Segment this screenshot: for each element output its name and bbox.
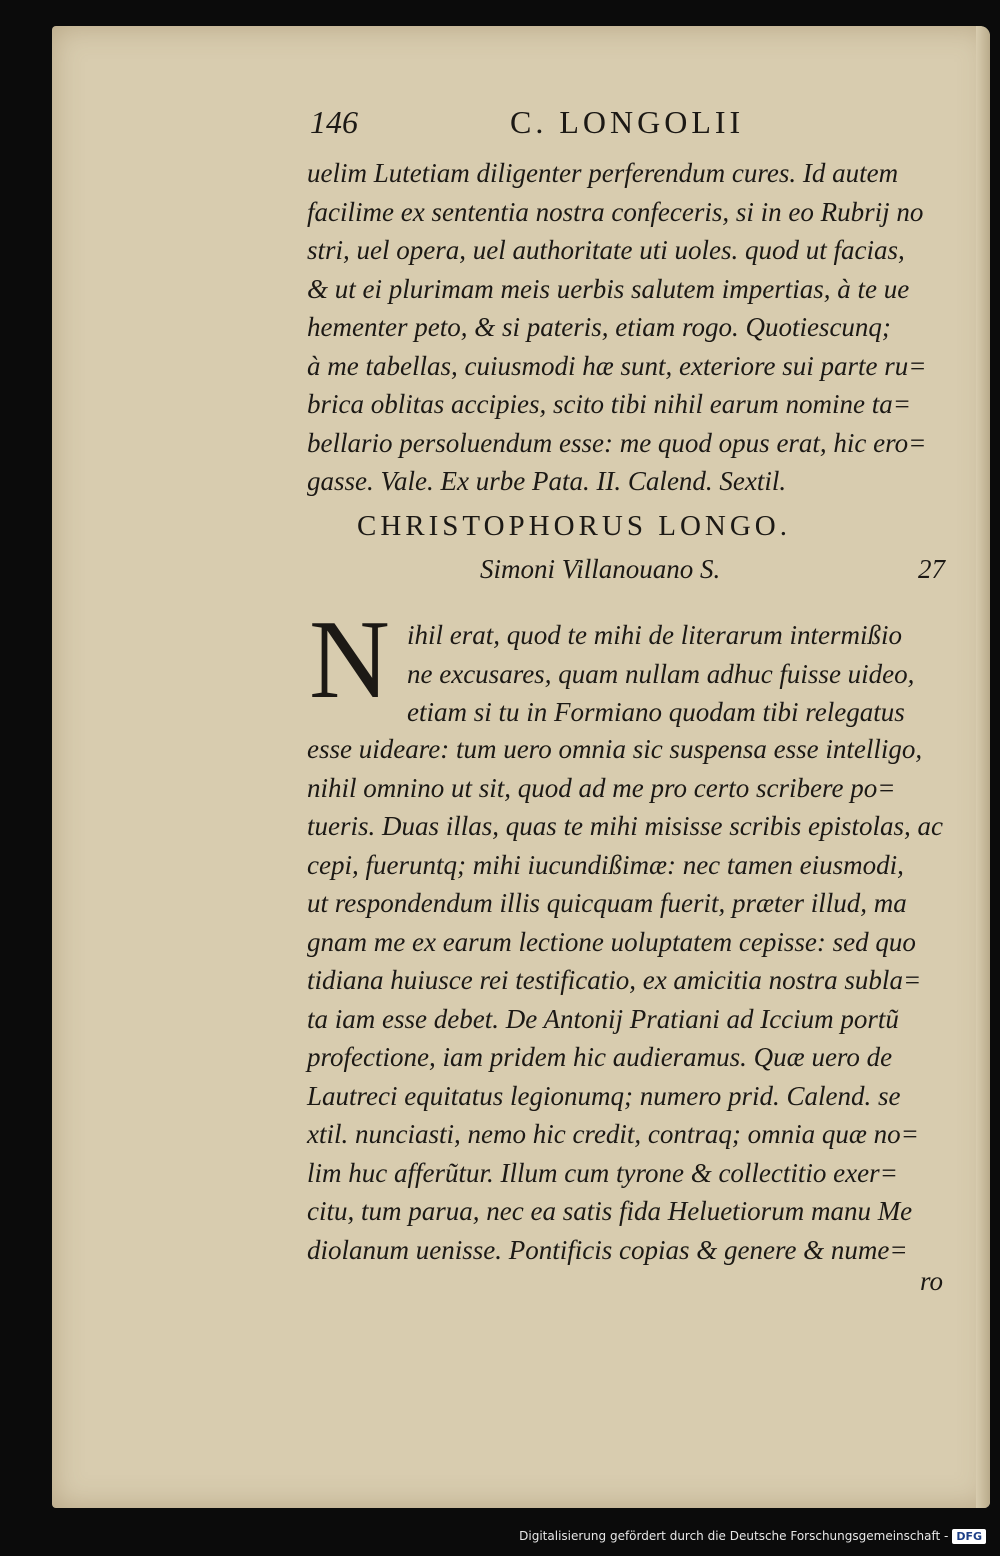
page-header: [310, 104, 810, 144]
catchword: ro: [920, 1266, 944, 1296]
text-line: ut respondendum illis quicquam fuerit, præter illud, ma: [307, 888, 907, 918]
letter-heading: CHRISTOPHORUS LONGO.: [357, 510, 791, 542]
text-line: ihil erat, quod te mihi de literarum intermißio: [407, 620, 902, 650]
running-title: C. LONGOLII: [510, 104, 745, 140]
text-line: gasse. Vale. Ex urbe Pata. II. Calend. Sextil.: [307, 466, 787, 496]
text-line: gnam me ex earum lectione uoluptatem cepisse: sed quo: [307, 926, 916, 957]
letter-number: 27: [918, 554, 945, 584]
text-line: ta iam esse debet. De Antonij Pratiani ad Iccium portũ: [307, 1003, 899, 1034]
text-line: hementer peto, & si pateris, etiam rogo. Quotiescunq;: [307, 312, 891, 342]
text-line: facilime ex sententia nostra confeceris, si in eo Rubrij no: [307, 196, 924, 227]
page-edge: [976, 26, 990, 1508]
footer-credit: Digitalisierung gefördert durch die Deutsche Forschungsgemeinschaft -: [519, 1529, 949, 1543]
letter-opening-lines: [407, 616, 967, 732]
drop-cap-initial: N: [309, 598, 390, 722]
text-line: uelim Lutetiam diligenter perferendum cures. Id autem: [307, 158, 899, 188]
text-line: esse uideare: tum uero omnia sic suspensa esse intelligo,: [307, 734, 923, 764]
text-line: Lautreci equitatus legionumq; numero prid. Calend. se: [307, 1080, 901, 1111]
text-line: & ut ei plurimam meis uerbis salutem impertias, à te ue: [307, 273, 910, 304]
text-line: citu, tum parua, nec ea satis fida Heluetiorum manu Me: [307, 1196, 913, 1226]
text-line: stri, uel opera, uel authoritate uti uoles. quod ut facias,: [307, 235, 905, 265]
text-line: cepi, fueruntq; mihi iucundißimæ: nec tamen eiusmodi,: [307, 849, 904, 880]
text-line: xtil. nunciasti, nemo hic credit, contraq; omnia quæ no=: [307, 1119, 919, 1149]
text-line: brica oblitas accipies, scito tibi nihil earum nomine ta=: [307, 389, 911, 419]
text-line: nihil omnino ut sit, quod ad me pro certo scribere po=: [307, 772, 896, 803]
text-line: à me tabellas, cuiusmodi hæ sunt, exteriore sui parte ru=: [307, 350, 927, 381]
letter-recipient: Simoni Villanouano S.: [480, 554, 721, 584]
page-number: 146: [310, 104, 358, 140]
book-page: [52, 26, 990, 1508]
text-line: ne excusares, quam nullam adhuc fuisse uideo,: [407, 658, 915, 689]
dfg-logo: DFG: [952, 1529, 986, 1544]
text-line: profectione, iam pridem hic audieramus. Quæ uero de: [307, 1042, 893, 1072]
text-line: lim huc afferũtur. Illum cum tyrone & collectitio exer=: [307, 1157, 898, 1188]
text-line: bellario persoluendum esse: me quod opus erat, hic ero=: [307, 427, 927, 458]
text-line: diolanum uenisse. Pontificis copias & genere & nume=: [307, 1234, 908, 1265]
text-line: tueris. Duas illas, quas te mihi misisse scribis epistolas, ac: [307, 811, 944, 841]
previous-letter-ending: [307, 154, 967, 501]
text-line: tidiana huiusce rei testificatio, ex amicitia nostra subla=: [307, 965, 922, 995]
digitization-footer: [519, 1524, 986, 1548]
text-line: etiam si tu in Formiano quodam tibi relegatus: [407, 697, 905, 727]
letter-body: [307, 730, 967, 1269]
